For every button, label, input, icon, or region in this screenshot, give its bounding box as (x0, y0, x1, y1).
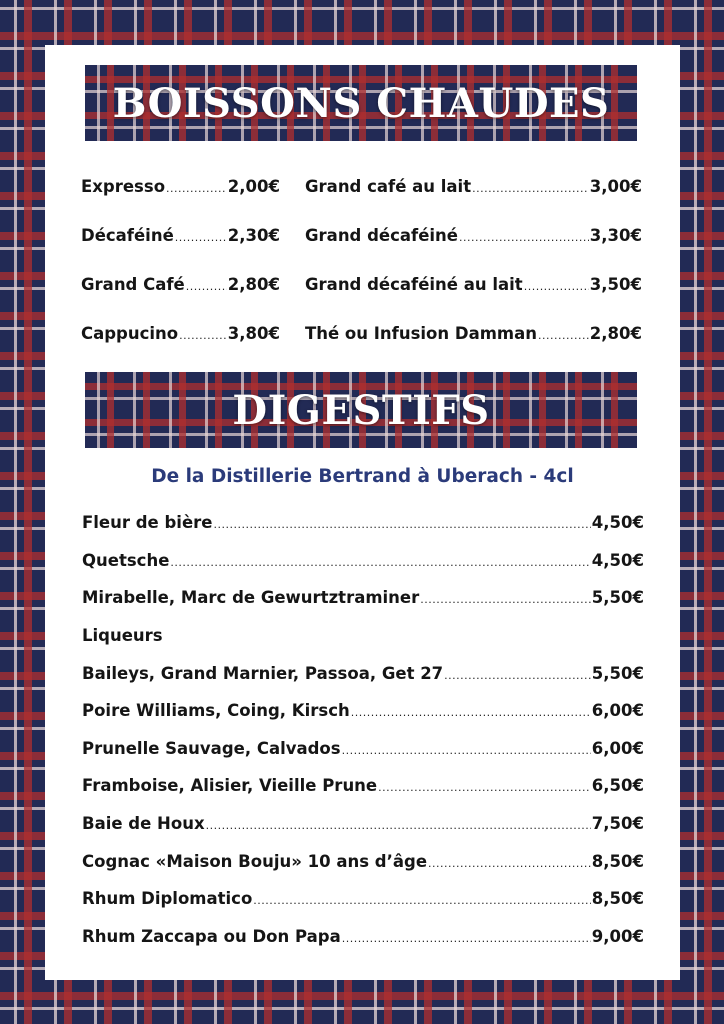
menu-item (81, 324, 280, 343)
hot-drinks-row (81, 211, 647, 260)
menu-item (82, 927, 644, 946)
list-item (82, 654, 644, 692)
menu-item (82, 588, 644, 607)
dot-leader (170, 556, 590, 569)
menu-item (82, 814, 644, 833)
dot-leader (444, 669, 591, 682)
item-name: Fleur de bière (82, 513, 213, 533)
item-name: Quetsche (82, 550, 170, 570)
hot-drinks-title: BOISSONS CHAUDES (112, 79, 610, 127)
list-item (82, 579, 644, 617)
hot-drinks-row (81, 309, 647, 358)
item-price: 4,50€ (591, 513, 644, 533)
dot-leader (342, 932, 591, 945)
digestifs-list (82, 504, 644, 955)
item-name: Grand Café (81, 275, 185, 294)
dot-leader (524, 280, 589, 293)
item-name: Baileys, Grand Marnier, Passoa, Get 27 (82, 663, 444, 683)
menu-item (305, 275, 642, 294)
item-price: 2,80€ (589, 324, 642, 343)
list-item (82, 805, 644, 843)
menu-item (82, 664, 644, 683)
menu-item (82, 701, 644, 720)
list-item (82, 542, 644, 580)
item-name: Cappucino (81, 324, 179, 343)
item-name: Décaféiné (81, 226, 174, 245)
item-name: Grand décaféiné (305, 226, 458, 245)
item-price: 4,50€ (591, 550, 644, 570)
item-name: Thé ou Infusion Damman (305, 324, 537, 343)
menu-item (305, 226, 642, 245)
item-price: 3,00€ (589, 177, 642, 196)
list-item (82, 504, 644, 542)
list-item (82, 617, 644, 655)
dot-leader (378, 781, 591, 794)
list-item (82, 767, 644, 805)
item-name: Poire Williams, Coing, Kirsch (82, 701, 350, 721)
hot-drinks-row (81, 162, 647, 211)
item-name: Rhum Zaccapa ou Don Papa (82, 926, 341, 946)
list-item (82, 692, 644, 730)
hot-drinks-banner (85, 65, 637, 141)
menu-item (82, 551, 644, 570)
menu-item (82, 513, 644, 532)
item-price: 8,50€ (591, 851, 644, 871)
item-price: 3,50€ (589, 275, 642, 294)
list-item (82, 918, 644, 956)
item-price: 5,50€ (591, 588, 644, 608)
item-name: Rhum Diplomatico (82, 889, 253, 909)
item-name: Mirabelle, Marc de Gewurtztraminer (82, 588, 420, 608)
dot-leader (253, 894, 591, 907)
item-name: Expresso (81, 177, 166, 196)
list-item (82, 842, 644, 880)
dot-leader (206, 819, 591, 832)
list-item (82, 880, 644, 918)
dot-leader (175, 231, 227, 244)
item-name: Grand café au lait (305, 177, 472, 196)
item-price: 8,50€ (591, 889, 644, 909)
item-price: 3,30€ (589, 226, 642, 245)
item-name: Prunelle Sauvage, Calvados (82, 738, 341, 758)
dot-leader (472, 182, 589, 195)
item-price: 2,00€ (227, 177, 280, 196)
dot-leader (186, 280, 227, 293)
item-price: 6,00€ (591, 701, 644, 721)
item-price: 5,50€ (591, 663, 644, 683)
dot-leader (420, 593, 591, 606)
menu-item (82, 852, 644, 871)
dot-leader (342, 744, 591, 757)
menu-item (82, 889, 644, 908)
dot-leader (428, 857, 591, 870)
item-price: 2,30€ (227, 226, 280, 245)
hot-drinks-row (81, 260, 647, 309)
item-price: 6,00€ (591, 738, 644, 758)
item-name: Cognac «Maison Bouju» 10 ans d’âge (82, 851, 428, 871)
item-price: 2,80€ (227, 275, 280, 294)
list-item (82, 730, 644, 768)
digestifs-subtitle: De la Distillerie Bertrand à Uberach - 4cl (151, 466, 574, 487)
menu-item (81, 177, 280, 196)
dot-leader (166, 182, 227, 195)
item-price: 6,50€ (591, 776, 644, 796)
item-price: 3,80€ (227, 324, 280, 343)
item-price: 7,50€ (591, 814, 644, 834)
menu-item (305, 177, 642, 196)
category-heading: Liqueurs (82, 626, 163, 646)
menu-item (82, 739, 644, 758)
digestifs-title: DIGESTIFS (232, 386, 490, 434)
dot-leader (351, 706, 591, 719)
item-name: Baie de Houx (82, 814, 205, 834)
item-name: Framboise, Alisier, Vieille Prune (82, 776, 378, 796)
menu-item (82, 776, 644, 795)
item-name: Grand décaféiné au lait (305, 275, 523, 294)
dot-leader (459, 231, 589, 244)
menu-page (45, 45, 680, 980)
dot-leader (213, 518, 590, 531)
hot-drinks-list (81, 162, 647, 358)
menu-item (81, 275, 280, 294)
menu-item (305, 324, 642, 343)
digestifs-banner (85, 372, 637, 448)
menu-item (81, 226, 280, 245)
item-price: 9,00€ (591, 926, 644, 946)
dot-leader (179, 329, 227, 342)
dot-leader (538, 329, 589, 342)
